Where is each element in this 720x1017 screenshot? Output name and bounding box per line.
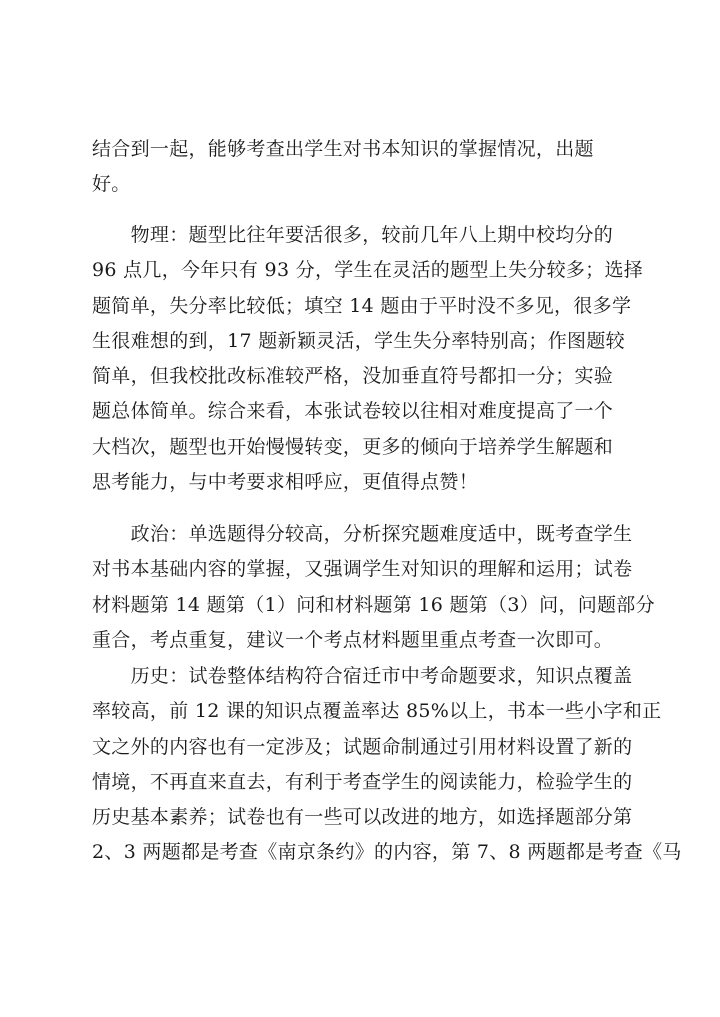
text-line: 2、3 两题都是考查《南京条约》的内容，第 7、8 两题都是考查《马 bbox=[92, 841, 682, 864]
text-line: 率较高，前 12 课的知识点覆盖率达 85%以上，书本一些小字和正 bbox=[92, 700, 662, 723]
text-line: 历史基本素养；试卷也有一些可以改进的地方，如选择题部分第 bbox=[92, 806, 633, 829]
text-line: 结合到一起，能够考查出学生对书本知识的掌握情况，出题 bbox=[92, 138, 594, 160]
text-line: 大档次，题型也开始慢慢转变，更多的倾向于培养学生解题和 bbox=[92, 435, 614, 458]
text-line: 题总体简单。综合来看，本张试卷较以往相对难度提高了一个 bbox=[92, 400, 614, 423]
text-line: 生很难想的到，17 题新颖灵活，学生失分率特别高；作图题较 bbox=[92, 329, 625, 352]
text-line: 重合，考点重复，建议一个考点材料题里重点考查一次即可。 bbox=[92, 628, 614, 651]
text-line: 好。 bbox=[92, 173, 131, 196]
text-line: 政治：单选题得分较高，分析探究题难度适中，既考查学生 bbox=[92, 523, 633, 545]
paragraph-politics bbox=[92, 517, 655, 658]
text-line: 历史：试卷整体结构符合宿迁市中考命题要求，知识点覆盖 bbox=[92, 665, 633, 687]
paragraph-exam-summary-end bbox=[92, 132, 652, 203]
paragraph-history bbox=[92, 659, 682, 871]
text-line: 文之外的内容也有一定涉及；试题命制通过引用材料设置了新的 bbox=[92, 735, 633, 758]
text-line: 对书本基础内容的掌握，又强调学生对知识的理解和运用；试卷 bbox=[92, 558, 633, 581]
text-line: 96 点几，今年只有 93 分，学生在灵活的题型上失分较多；选择 bbox=[92, 259, 644, 282]
text-line: 情境，不再直来直去，有利于考查学生的阅读能力，检验学生的 bbox=[92, 770, 633, 793]
paragraph-physics bbox=[92, 218, 652, 500]
text-line: 题简单，失分率比较低；填空 14 题由于平时没不多见，很多学 bbox=[92, 294, 632, 317]
text-line: 材料题第 14 题第（1）问和材料题第 16 题第（3）问，问题部分 bbox=[92, 593, 655, 616]
text-line: 思考能力，与中考要求相呼应，更值得点赞！ bbox=[92, 471, 479, 494]
text-line: 简单，但我校批改标准较严格，没加垂直符号都扣一分；实验 bbox=[92, 365, 614, 388]
text-line: 物理：题型比往年要活很多，较前几年八上期中校均分的 bbox=[92, 224, 614, 246]
